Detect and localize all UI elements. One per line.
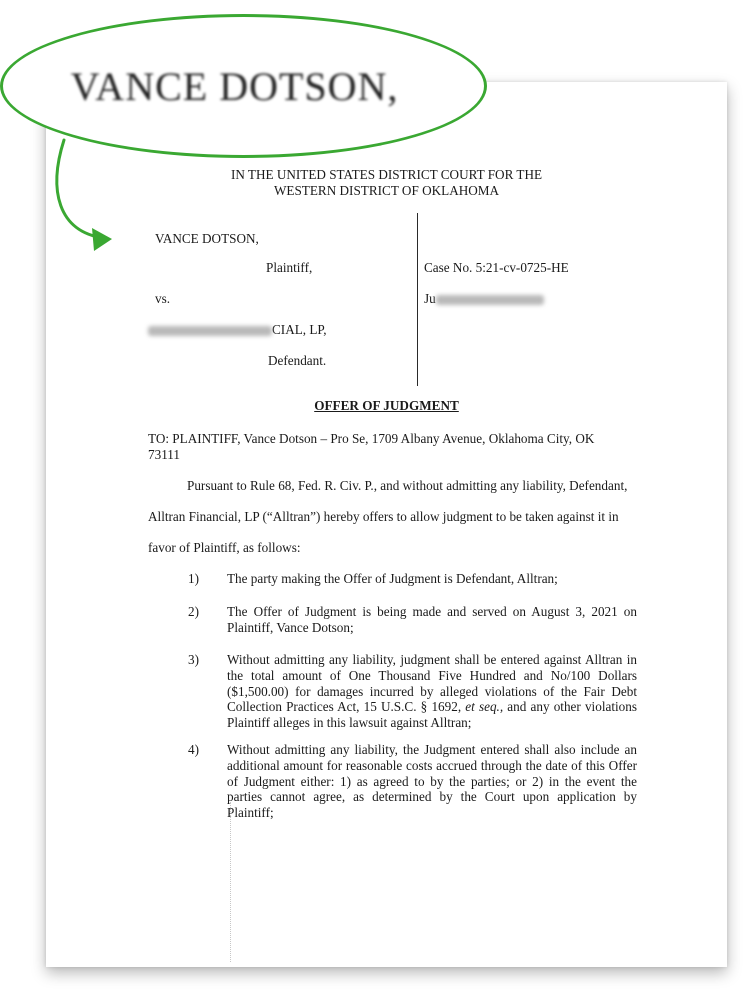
intro-line-2: Alltran Financial, LP (“Alltran”) hereby offers to allow judgment to be taken against it in — [148, 509, 619, 524]
defendant-name: CIAL, LP, — [148, 322, 327, 338]
document-title: OFFER OF JUDGMENT — [314, 398, 459, 413]
caption-divider — [417, 213, 418, 386]
court-heading-line-1: IN THE UNITED STATES DISTRICT COURT FOR THE — [230, 167, 543, 182]
court-heading-line-2: WESTERN DISTRICT OF OKLAHOMA — [273, 183, 500, 198]
to-line-1: TO: PLAINTIFF, Vance Dotson – Pro Se, 1709 Albany Avenue, Oklahoma City, OK — [148, 431, 595, 446]
item-4-number: 4) — [188, 742, 199, 757]
redacted-defendant-name — [148, 326, 272, 336]
document-page — [46, 82, 727, 967]
callout-text: VANCE DOTSON, — [70, 63, 399, 109]
item-2-text: The Offer of Judgment is being made and served on August 3, 2021 on Plaintiff, Vance Dotson; — [227, 604, 637, 635]
item-1-number: 1) — [188, 571, 199, 586]
item-3-number: 3) — [188, 652, 199, 667]
scan-specks — [230, 802, 233, 962]
to-line-2: 73111 — [148, 447, 180, 462]
intro-line-3: favor of Plaintiff, as follows: — [148, 540, 301, 555]
item-2-number: 2) — [188, 604, 199, 619]
defendant-label: Defendant. — [268, 353, 327, 368]
judge-line: Ju — [424, 291, 544, 307]
item-4-text: Without admitting any liability, the Judgment entered shall also include an additional amount for reasonable costs accrued through the date of this Offer of Judgment either: 1) as agreed to by the parties; or 2) in the event the parties cannot agree, as determined by the Court upon application by Plaintiff; — [227, 742, 637, 821]
intro-line-1: Pursuant to Rule 68, Fed. R. Civ. P., and without admitting any liability, Defendant, — [187, 478, 628, 493]
case-number: Case No. 5:21-cv-0725-HE — [424, 260, 569, 275]
redacted-judge-name — [436, 295, 544, 305]
item-1-text: The party making the Offer of Judgment is Defendant, Alltran; — [227, 571, 558, 586]
plaintiff-label: Plaintiff, — [266, 260, 313, 275]
versus-label: vs. — [155, 291, 171, 306]
zoom-callout — [0, 14, 487, 158]
plaintiff-name: VANCE DOTSON, — [155, 231, 259, 246]
item-3-text: Without admitting any liability, judgment shall be entered against Alltran in the total amount of One Thousand Five Hundred and No/100 Dollars ($1,500.00) for damages incurred by alleged violations of the Fair Debt Collection Practices Act, 15 U.S.C. § 1692, et seq., and any other violations Plaintiff alleges in this lawsuit against Alltran; — [227, 652, 637, 731]
